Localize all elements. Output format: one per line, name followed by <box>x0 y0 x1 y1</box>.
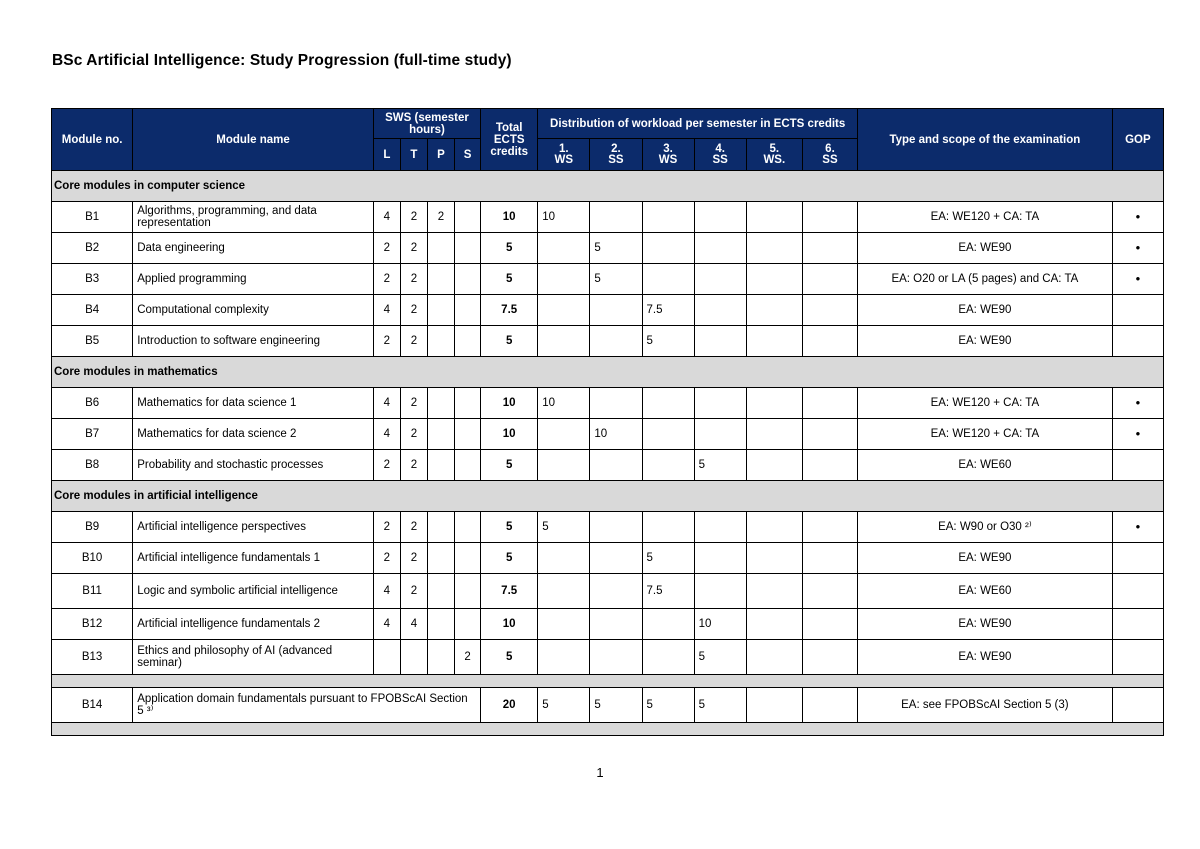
semester-4-number: 4. <box>715 142 725 155</box>
workload-sem-1 <box>538 450 590 481</box>
total-ects: 5 <box>481 640 538 675</box>
workload-sem-1: 5 <box>538 688 590 723</box>
sws-p <box>427 512 454 543</box>
sws-p <box>427 543 454 574</box>
spacer-row <box>52 675 1164 688</box>
sws-p <box>427 419 454 450</box>
workload-sem-1 <box>538 419 590 450</box>
table-row <box>52 264 1164 295</box>
workload-sem-4: 5 <box>694 688 746 723</box>
sws-p <box>427 609 454 640</box>
workload-sem-2 <box>590 388 642 419</box>
workload-sem-5 <box>746 388 802 419</box>
workload-sem-1 <box>538 264 590 295</box>
workload-sem-6 <box>802 295 857 326</box>
gop-marker: • <box>1112 419 1163 450</box>
workload-sem-2 <box>590 295 642 326</box>
workload-sem-5 <box>746 543 802 574</box>
table-row <box>52 419 1164 450</box>
workload-sem-4 <box>694 574 746 609</box>
sws-t <box>400 640 427 675</box>
gop-marker <box>1112 574 1163 609</box>
workload-sem-2 <box>590 326 642 357</box>
workload-sem-2: 5 <box>590 233 642 264</box>
sws-t: 4 <box>400 609 427 640</box>
sws-l: 4 <box>373 419 400 450</box>
header-sws-t: T <box>400 139 427 171</box>
workload-sem-2: 10 <box>590 419 642 450</box>
study-progression-table <box>51 108 1164 736</box>
workload-sem-5 <box>746 326 802 357</box>
module-name: Ethics and philosophy of AI (advanced seminar) <box>133 640 374 675</box>
sws-t: 2 <box>400 574 427 609</box>
workload-sem-3 <box>642 388 694 419</box>
header-sws-p: P <box>427 139 454 171</box>
sws-s: 2 <box>455 640 481 675</box>
gop-marker <box>1112 295 1163 326</box>
workload-sem-2 <box>590 609 642 640</box>
workload-sem-2: 5 <box>590 688 642 723</box>
sws-s <box>455 450 481 481</box>
header-total-ects: Total ECTS credits <box>481 109 538 171</box>
workload-sem-2 <box>590 202 642 233</box>
module-name: Artificial intelligence fundamentals 1 <box>133 543 374 574</box>
module-no: B4 <box>52 295 133 326</box>
workload-sem-5 <box>746 640 802 675</box>
sws-l: 2 <box>373 326 400 357</box>
table-row <box>52 574 1164 609</box>
sws-p <box>427 574 454 609</box>
module-no: B2 <box>52 233 133 264</box>
spacer-cell <box>52 723 1164 736</box>
exam-type: EA: O20 or LA (5 pages) and CA: TA <box>858 264 1113 295</box>
workload-sem-4: 5 <box>694 640 746 675</box>
semester-4-term: SS <box>712 153 728 166</box>
semester-2-term: SS <box>608 153 624 166</box>
header-module-name: Module name <box>133 109 374 171</box>
sws-s <box>455 295 481 326</box>
sws-s <box>455 609 481 640</box>
workload-sem-2: 5 <box>590 264 642 295</box>
workload-sem-3: 5 <box>642 543 694 574</box>
table-row <box>52 326 1164 357</box>
exam-type: EA: W90 or O30 ²⁾ <box>858 512 1113 543</box>
semester-3-term: WS <box>658 153 678 166</box>
workload-sem-3 <box>642 609 694 640</box>
workload-sem-4 <box>694 295 746 326</box>
gop-marker <box>1112 640 1163 675</box>
sws-t: 2 <box>400 419 427 450</box>
total-ects: 5 <box>481 450 538 481</box>
module-name: Mathematics for data science 1 <box>133 388 374 419</box>
workload-sem-6 <box>802 326 857 357</box>
module-name: Artificial intelligence perspectives <box>133 512 374 543</box>
spacer-cell <box>52 675 1164 688</box>
section-title: Core modules in computer science <box>52 171 1164 202</box>
workload-sem-4 <box>694 543 746 574</box>
sws-l: 4 <box>373 202 400 233</box>
module-no: B8 <box>52 450 133 481</box>
sws-s <box>455 419 481 450</box>
module-name: Introduction to software engineering <box>133 326 374 357</box>
exam-type: EA: WE90 <box>858 543 1113 574</box>
workload-sem-1 <box>538 326 590 357</box>
semester-6-term: SS <box>822 153 838 166</box>
module-no: B11 <box>52 574 133 609</box>
exam-type: EA: WE60 <box>858 450 1113 481</box>
sws-s <box>455 388 481 419</box>
workload-sem-1: 10 <box>538 202 590 233</box>
total-ects: 5 <box>481 264 538 295</box>
workload-sem-2 <box>590 640 642 675</box>
gop-marker: • <box>1112 233 1163 264</box>
workload-sem-1: 5 <box>538 512 590 543</box>
total-ects: 5 <box>481 543 538 574</box>
sws-t: 2 <box>400 202 427 233</box>
table-row <box>52 450 1164 481</box>
header-semester-4 <box>694 139 746 171</box>
sws-l: 2 <box>373 233 400 264</box>
module-no: B9 <box>52 512 133 543</box>
module-no: B10 <box>52 543 133 574</box>
workload-sem-1 <box>538 233 590 264</box>
total-ects: 5 <box>481 326 538 357</box>
exam-type: EA: WE120 + CA: TA <box>858 202 1113 233</box>
sws-t: 2 <box>400 450 427 481</box>
table-row <box>52 295 1164 326</box>
workload-sem-5 <box>746 512 802 543</box>
total-ects: 5 <box>481 233 538 264</box>
sws-p <box>427 264 454 295</box>
workload-sem-6 <box>802 609 857 640</box>
sws-p <box>427 295 454 326</box>
sws-l: 2 <box>373 450 400 481</box>
module-no: B12 <box>52 609 133 640</box>
workload-sem-6 <box>802 640 857 675</box>
workload-sem-4: 10 <box>694 609 746 640</box>
sws-l <box>373 640 400 675</box>
workload-sem-1 <box>538 609 590 640</box>
header-semester-2 <box>590 139 642 171</box>
workload-sem-1 <box>538 543 590 574</box>
header-sws-s: S <box>455 139 481 171</box>
header-semester-3 <box>642 139 694 171</box>
section-row-mathematics <box>52 357 1164 388</box>
module-no: B6 <box>52 388 133 419</box>
workload-sem-1 <box>538 640 590 675</box>
exam-type: EA: WE60 <box>858 574 1113 609</box>
workload-sem-3 <box>642 419 694 450</box>
header-semester-5 <box>746 139 802 171</box>
module-name: Applied programming <box>133 264 374 295</box>
table-row <box>52 512 1164 543</box>
module-no: B7 <box>52 419 133 450</box>
workload-sem-4 <box>694 388 746 419</box>
module-name: Logic and symbolic artificial intelligence <box>133 574 374 609</box>
gop-marker <box>1112 609 1163 640</box>
sws-t: 2 <box>400 264 427 295</box>
total-ects: 7.5 <box>481 295 538 326</box>
workload-sem-5 <box>746 609 802 640</box>
gop-marker <box>1112 326 1163 357</box>
table-header <box>52 109 1164 171</box>
exam-type: EA: WE90 <box>858 609 1113 640</box>
table-row <box>52 202 1164 233</box>
workload-sem-4 <box>694 419 746 450</box>
workload-sem-2 <box>590 512 642 543</box>
workload-sem-6 <box>802 233 857 264</box>
sws-s <box>455 512 481 543</box>
gop-marker <box>1112 450 1163 481</box>
table-row <box>52 388 1164 419</box>
exam-type: EA: WE90 <box>858 295 1113 326</box>
table-row <box>52 543 1164 574</box>
workload-sem-6 <box>802 543 857 574</box>
workload-sem-6 <box>802 202 857 233</box>
sws-l: 2 <box>373 264 400 295</box>
workload-sem-1 <box>538 295 590 326</box>
sws-l: 4 <box>373 574 400 609</box>
gop-marker <box>1112 543 1163 574</box>
module-name: Application domain fundamentals pursuant to FPOBScAI Section 5 ³⁾ <box>133 688 481 723</box>
workload-sem-3 <box>642 264 694 295</box>
semester-2-number: 2. <box>611 142 621 155</box>
table-row <box>52 640 1164 675</box>
workload-sem-6 <box>802 512 857 543</box>
workload-sem-5 <box>746 688 802 723</box>
total-ects: 20 <box>481 688 538 723</box>
header-sws-l: L <box>373 139 400 171</box>
module-name: Mathematics for data science 2 <box>133 419 374 450</box>
header-semester-6 <box>802 139 857 171</box>
workload-sem-6 <box>802 264 857 295</box>
exam-type: EA: WE90 <box>858 640 1113 675</box>
header-module-no: Module no. <box>52 109 133 171</box>
workload-sem-3 <box>642 202 694 233</box>
semester-5-number: 5. <box>769 142 780 155</box>
sws-l: 4 <box>373 609 400 640</box>
exam-type: EA: WE120 + CA: TA <box>858 388 1113 419</box>
header-workload: Distribution of workload per semester in ECTS credits <box>538 109 858 139</box>
sws-s <box>455 574 481 609</box>
total-ects: 10 <box>481 202 538 233</box>
sws-t: 2 <box>400 543 427 574</box>
workload-sem-3 <box>642 450 694 481</box>
workload-sem-1: 10 <box>538 388 590 419</box>
workload-sem-4 <box>694 202 746 233</box>
workload-sem-4: 5 <box>694 450 746 481</box>
sws-l: 4 <box>373 388 400 419</box>
workload-sem-6 <box>802 450 857 481</box>
total-ects: 5 <box>481 512 538 543</box>
workload-sem-1 <box>538 574 590 609</box>
workload-sem-3: 5 <box>642 326 694 357</box>
section-title: Core modules in artificial intelligence <box>52 481 1164 512</box>
workload-sem-2 <box>590 574 642 609</box>
workload-sem-3 <box>642 233 694 264</box>
section-row-artificial-intelligence <box>52 481 1164 512</box>
table-row <box>52 233 1164 264</box>
header-sws: SWS (semester hours) <box>373 109 480 139</box>
semester-6-number: 6. <box>825 142 835 155</box>
table-row <box>52 609 1164 640</box>
semester-5-term: WS. <box>763 153 786 166</box>
workload-sem-5 <box>746 574 802 609</box>
total-ects: 7.5 <box>481 574 538 609</box>
module-no: B14 <box>52 688 133 723</box>
sws-t: 2 <box>400 512 427 543</box>
workload-sem-4 <box>694 326 746 357</box>
workload-sem-6 <box>802 688 857 723</box>
workload-sem-6 <box>802 574 857 609</box>
module-no: B13 <box>52 640 133 675</box>
module-name: Artificial intelligence fundamentals 2 <box>133 609 374 640</box>
workload-sem-4 <box>694 233 746 264</box>
exam-type: EA: WE90 <box>858 326 1113 357</box>
sws-l: 2 <box>373 512 400 543</box>
sws-t: 2 <box>400 295 427 326</box>
section-title: Core modules in mathematics <box>52 357 1164 388</box>
sws-s <box>455 326 481 357</box>
sws-s <box>455 202 481 233</box>
workload-sem-5 <box>746 202 802 233</box>
table-row <box>52 688 1164 723</box>
sws-s <box>455 264 481 295</box>
module-no: B5 <box>52 326 133 357</box>
workload-sem-2 <box>590 450 642 481</box>
semester-3-number: 3. <box>663 142 673 155</box>
workload-sem-3: 5 <box>642 688 694 723</box>
header-semester-1 <box>538 139 590 171</box>
sws-s <box>455 543 481 574</box>
sws-t: 2 <box>400 388 427 419</box>
sws-l: 2 <box>373 543 400 574</box>
workload-sem-3: 7.5 <box>642 574 694 609</box>
total-ects: 10 <box>481 609 538 640</box>
workload-sem-5 <box>746 233 802 264</box>
exam-type: EA: see FPOBScAI Section 5 (3) <box>858 688 1113 723</box>
workload-sem-5 <box>746 450 802 481</box>
workload-sem-2 <box>590 543 642 574</box>
gop-marker: • <box>1112 388 1163 419</box>
workload-sem-3 <box>642 640 694 675</box>
sws-p <box>427 326 454 357</box>
gop-marker: • <box>1112 202 1163 233</box>
semester-1-number: 1. <box>559 142 569 155</box>
sws-p: 2 <box>427 202 454 233</box>
exam-type: EA: WE120 + CA: TA <box>858 419 1113 450</box>
workload-sem-3: 7.5 <box>642 295 694 326</box>
gop-marker <box>1112 688 1163 723</box>
sws-l: 4 <box>373 295 400 326</box>
sws-p <box>427 388 454 419</box>
module-name: Data engineering <box>133 233 374 264</box>
gop-marker: • <box>1112 512 1163 543</box>
sws-p <box>427 640 454 675</box>
header-gop: GOP <box>1112 109 1163 171</box>
workload-sem-4 <box>694 512 746 543</box>
workload-sem-3 <box>642 512 694 543</box>
module-no: B1 <box>52 202 133 233</box>
workload-sem-6 <box>802 419 857 450</box>
module-no: B3 <box>52 264 133 295</box>
section-row-computer-science <box>52 171 1164 202</box>
module-name: Algorithms, programming, and data representation <box>133 202 374 233</box>
document-title: BSc Artificial Intelligence: Study Progression (full-time study) <box>52 52 512 69</box>
sws-s <box>455 233 481 264</box>
sws-p <box>427 233 454 264</box>
header-exam: Type and scope of the examination <box>858 109 1113 171</box>
workload-sem-6 <box>802 388 857 419</box>
sws-t: 2 <box>400 326 427 357</box>
workload-sem-5 <box>746 264 802 295</box>
workload-sem-5 <box>746 419 802 450</box>
module-name: Computational complexity <box>133 295 374 326</box>
workload-sem-4 <box>694 264 746 295</box>
exam-type: EA: WE90 <box>858 233 1113 264</box>
semester-1-term: WS <box>554 153 574 166</box>
module-name: Probability and stochastic processes <box>133 450 374 481</box>
spacer-row <box>52 723 1164 736</box>
total-ects: 10 <box>481 419 538 450</box>
total-ects: 10 <box>481 388 538 419</box>
gop-marker: • <box>1112 264 1163 295</box>
page-number: 1 <box>596 765 604 780</box>
workload-sem-5 <box>746 295 802 326</box>
sws-t: 2 <box>400 233 427 264</box>
sws-p <box>427 450 454 481</box>
